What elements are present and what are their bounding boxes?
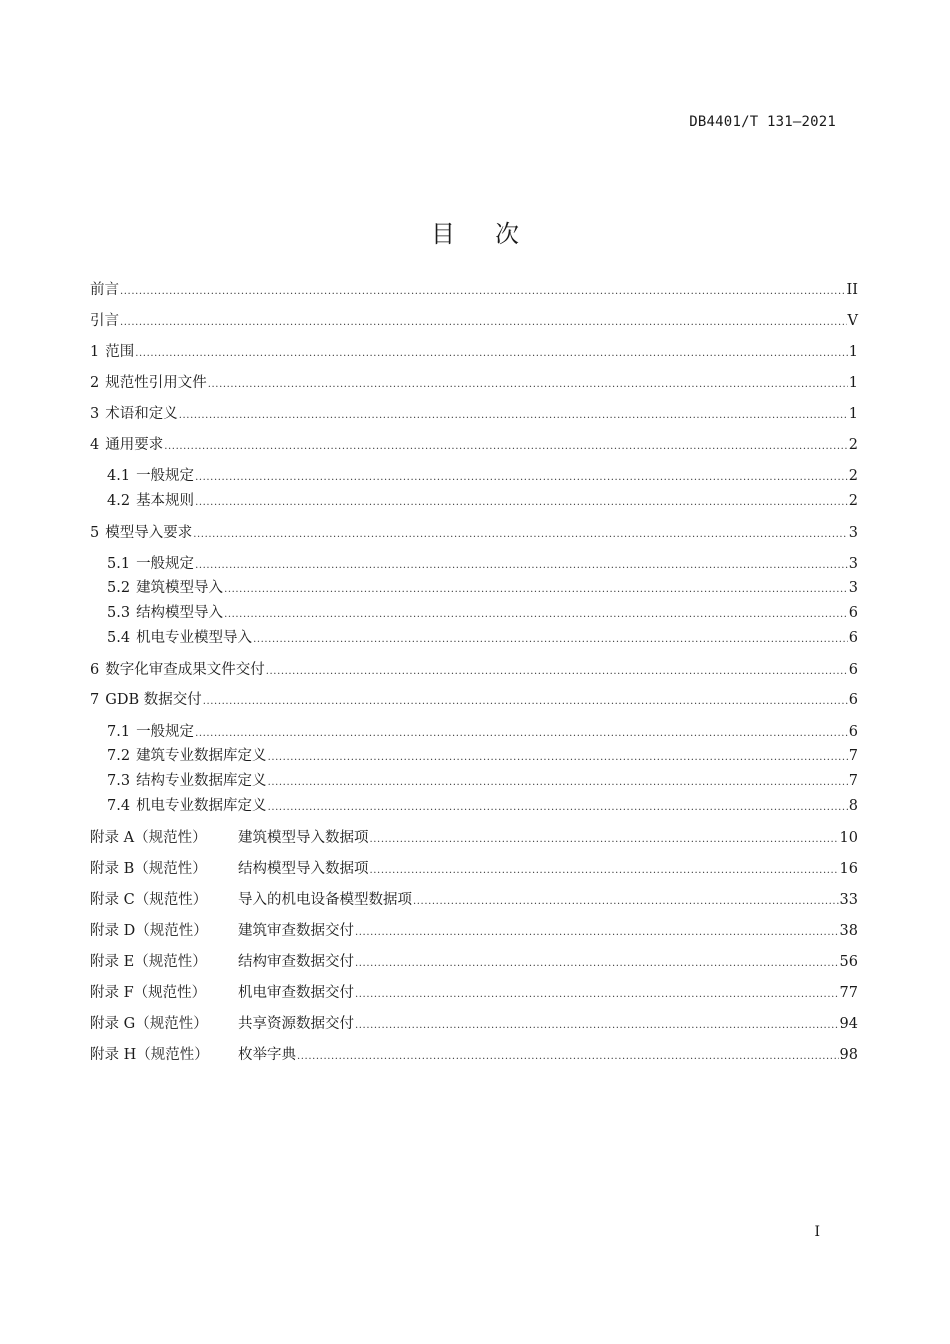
toc-entry-page: 1	[848, 406, 858, 422]
toc-entry-text: 结构审查数据交付	[238, 954, 354, 970]
toc-entry-text: 术语和定义	[105, 406, 178, 422]
toc-leader-dots	[195, 554, 848, 578]
toc-entry-page: 77	[839, 985, 858, 1001]
toc-entry[interactable]	[107, 744, 858, 768]
toc-entry-label	[107, 552, 194, 576]
toc-entry[interactable]	[107, 552, 858, 576]
toc-entry-text: 范围	[105, 344, 135, 360]
toc-entry-text: 一般规定	[136, 724, 195, 740]
toc-entry[interactable]	[90, 340, 858, 364]
toc-leader-dots	[135, 342, 848, 366]
toc-entry-label	[107, 464, 194, 488]
toc-entry-page: 1	[848, 344, 858, 360]
toc-entry-label	[107, 626, 252, 650]
toc-leader-dots	[120, 311, 847, 335]
toc-entry-label	[90, 888, 412, 912]
toc-entry-appendix[interactable]	[90, 950, 858, 974]
toc-entry-number: 附录 G（规范性）	[90, 1016, 208, 1032]
toc-entry-text: 基本规则	[136, 493, 195, 509]
toc-entry-number: 5.1	[107, 556, 131, 572]
toc-leader-dots	[370, 828, 839, 852]
toc-entry-text: 结构专业数据库定义	[136, 773, 267, 789]
toc-entry-label	[90, 981, 354, 1005]
toc-entry-page: 10	[839, 830, 858, 846]
toc-entry-number: 7	[90, 692, 100, 708]
toc-entry-label	[90, 371, 207, 395]
toc-entry-label	[90, 521, 192, 545]
toc-entry-text: 通用要求	[105, 437, 164, 453]
toc-entry-text: 结构模型导入	[136, 605, 224, 621]
toc-entry-text: 建筑模型导入	[136, 580, 224, 596]
toc-entry-number: 附录 B（规范性）	[90, 861, 207, 877]
toc-entry-text: 机电专业数据库定义	[136, 798, 267, 814]
toc-leader-dots	[164, 435, 848, 459]
toc-leader-dots	[193, 523, 848, 547]
toc-entry-page: 7	[848, 773, 858, 789]
toc-entry-page: 2	[848, 493, 858, 509]
toc-leader-dots	[195, 466, 848, 490]
toc-entry-label	[107, 769, 267, 793]
toc-entry-text: 建筑审查数据交付	[238, 923, 354, 939]
toc-entry-appendix[interactable]	[90, 1043, 858, 1067]
toc-entry-page: 6	[848, 605, 858, 621]
toc-leader-dots	[355, 1014, 839, 1038]
toc-leader-dots	[224, 578, 848, 602]
toc-entry-appendix[interactable]	[90, 919, 858, 943]
toc-entry[interactable]	[107, 489, 858, 513]
toc-entry-label	[90, 919, 354, 943]
toc-leader-dots	[120, 280, 846, 304]
toc-entry-text: 枚举字典	[238, 1047, 296, 1063]
page-number: I	[814, 1224, 820, 1240]
toc-entry-number: 附录 D（规范性）	[90, 923, 208, 939]
toc-entry-appendix[interactable]	[90, 857, 858, 881]
toc-entry-label	[90, 688, 202, 712]
toc-entry-page: 3	[848, 580, 858, 596]
toc-entry-label	[107, 576, 223, 600]
toc-entry-appendix[interactable]	[90, 1012, 858, 1036]
toc-leader-dots	[195, 722, 848, 746]
toc-entry-page: 16	[839, 861, 858, 877]
toc-entry[interactable]	[90, 521, 858, 545]
toc-entry-label	[90, 826, 369, 850]
toc-leader-dots	[266, 660, 848, 684]
toc-leader-dots	[268, 746, 848, 770]
toc-entry-text: 导入的机电设备模型数据项	[238, 892, 412, 908]
toc-entry-label	[107, 794, 267, 818]
toc-entry-text: 机电审查数据交付	[238, 985, 354, 1001]
toc-leader-dots	[297, 1045, 839, 1069]
toc-entry-label	[90, 950, 354, 974]
toc-entry-label	[90, 1012, 354, 1036]
toc-entry-label	[90, 658, 265, 682]
toc-entry[interactable]	[107, 794, 858, 818]
toc-entry-page: V	[847, 313, 858, 329]
toc-leader-dots	[203, 690, 848, 714]
toc-entry-page: 98	[839, 1047, 858, 1063]
toc-entry-label	[90, 309, 119, 333]
toc-entry[interactable]	[107, 769, 858, 793]
toc-entry-text: 模型导入要求	[105, 525, 193, 541]
toc-entry[interactable]	[90, 658, 858, 682]
toc-leader-dots	[268, 796, 848, 820]
toc-entry[interactable]	[90, 433, 858, 457]
toc-entry-page: 2	[848, 437, 858, 453]
toc-leader-dots	[208, 373, 848, 397]
toc-entry-number: 1	[90, 344, 100, 360]
toc-leader-dots	[253, 628, 848, 652]
toc-entry-page: 94	[839, 1016, 858, 1032]
page-title: 目次	[431, 220, 559, 249]
toc-entry-number: 2	[90, 375, 100, 391]
toc-entry-page: 56	[839, 954, 858, 970]
toc-entry-label	[90, 402, 178, 426]
toc-entry-label	[90, 433, 163, 457]
toc-entry[interactable]	[90, 278, 858, 302]
toc-entry-number: 5.4	[107, 630, 131, 646]
toc-entry-label	[107, 601, 223, 625]
toc-entry[interactable]	[107, 576, 858, 600]
toc-entry-number: 5.3	[107, 605, 131, 621]
toc-entry-page: 8	[848, 798, 858, 814]
toc-entry-label	[107, 489, 194, 513]
toc-entry[interactable]	[90, 309, 858, 333]
toc-entry-page: 38	[839, 923, 858, 939]
toc-leader-dots	[355, 921, 839, 945]
toc-entry[interactable]	[107, 464, 858, 488]
toc-entry-page: 33	[839, 892, 858, 908]
toc-entry-number: 7.4	[107, 798, 131, 814]
toc-entry-page: 2	[848, 468, 858, 484]
toc-leader-dots	[355, 983, 839, 1007]
toc-entry-number: 附录 C（规范性）	[90, 892, 208, 908]
toc-entry[interactable]	[107, 626, 858, 650]
toc-entry-page: II	[846, 282, 858, 298]
toc-entry-text: 前言	[90, 282, 119, 298]
toc-entry-page: 7	[848, 748, 858, 764]
toc-entry-label	[90, 1043, 296, 1067]
toc-leader-dots	[195, 491, 848, 515]
toc-entry-text: 共享资源数据交付	[238, 1016, 354, 1032]
document-code: DB4401/T 131—2021	[689, 114, 836, 130]
toc-entry-text: 规范性引用文件	[105, 375, 207, 391]
toc-entry-label	[107, 720, 194, 744]
toc-entry-number: 4.1	[107, 468, 131, 484]
toc-entry-text: 引言	[90, 313, 119, 329]
toc-entry-number: 7.2	[107, 748, 131, 764]
toc-entry-page: 3	[848, 556, 858, 572]
toc-entry-text: 结构模型导入数据项	[238, 861, 369, 877]
toc-entry-number: 4.2	[107, 493, 131, 509]
toc-leader-dots	[224, 603, 848, 627]
toc-entry-number: 附录 A（规范性）	[90, 830, 207, 846]
toc-entry-text: 数字化审查成果文件交付	[105, 662, 265, 678]
toc-entry-number: 附录 E（规范性）	[90, 954, 207, 970]
toc-entry-number: 4	[90, 437, 100, 453]
toc-entry[interactable]	[90, 402, 858, 426]
toc-entry-number: 5	[90, 525, 100, 541]
toc-entry-appendix[interactable]	[90, 826, 858, 850]
toc-entry-number: 5.2	[107, 580, 131, 596]
toc-leader-dots	[355, 952, 839, 976]
toc-entry-text: 建筑专业数据库定义	[136, 748, 267, 764]
toc-leader-dots	[370, 859, 839, 883]
toc-entry-number: 3	[90, 406, 100, 422]
toc-entry-number: 7.1	[107, 724, 131, 740]
toc-entry-text: 机电专业模型导入	[136, 630, 253, 646]
toc-entry-number: 附录 F（规范性）	[90, 985, 207, 1001]
toc-entry-number: 6	[90, 662, 100, 678]
toc-entry-label	[107, 744, 267, 768]
toc-entry[interactable]	[90, 371, 858, 395]
toc-entry[interactable]	[90, 688, 858, 712]
toc-entry-label	[90, 340, 134, 364]
toc-entry-page: 6	[848, 692, 858, 708]
toc-entry-page: 6	[848, 662, 858, 678]
toc-entry-page: 1	[848, 375, 858, 391]
toc-entry[interactable]	[107, 601, 858, 625]
toc-entry-text: 一般规定	[136, 468, 195, 484]
toc-entry-text: GDB 数据交付	[105, 692, 202, 708]
toc-entry-appendix[interactable]	[90, 981, 858, 1005]
toc-entry-label	[90, 857, 369, 881]
toc-leader-dots	[268, 771, 848, 795]
toc-entry-number: 附录 H（规范性）	[90, 1047, 209, 1063]
toc-leader-dots	[413, 890, 839, 914]
toc-entry[interactable]	[107, 720, 858, 744]
toc-entry-page: 3	[848, 525, 858, 541]
toc-entry-page: 6	[848, 630, 858, 646]
toc-entry-number: 7.3	[107, 773, 131, 789]
toc-entry-label	[90, 278, 119, 302]
toc-entry-text: 一般规定	[136, 556, 195, 572]
toc-entry-text: 建筑模型导入数据项	[238, 830, 369, 846]
toc-entry-appendix[interactable]	[90, 888, 858, 912]
toc-entry-page: 6	[848, 724, 858, 740]
toc-leader-dots	[179, 404, 848, 428]
